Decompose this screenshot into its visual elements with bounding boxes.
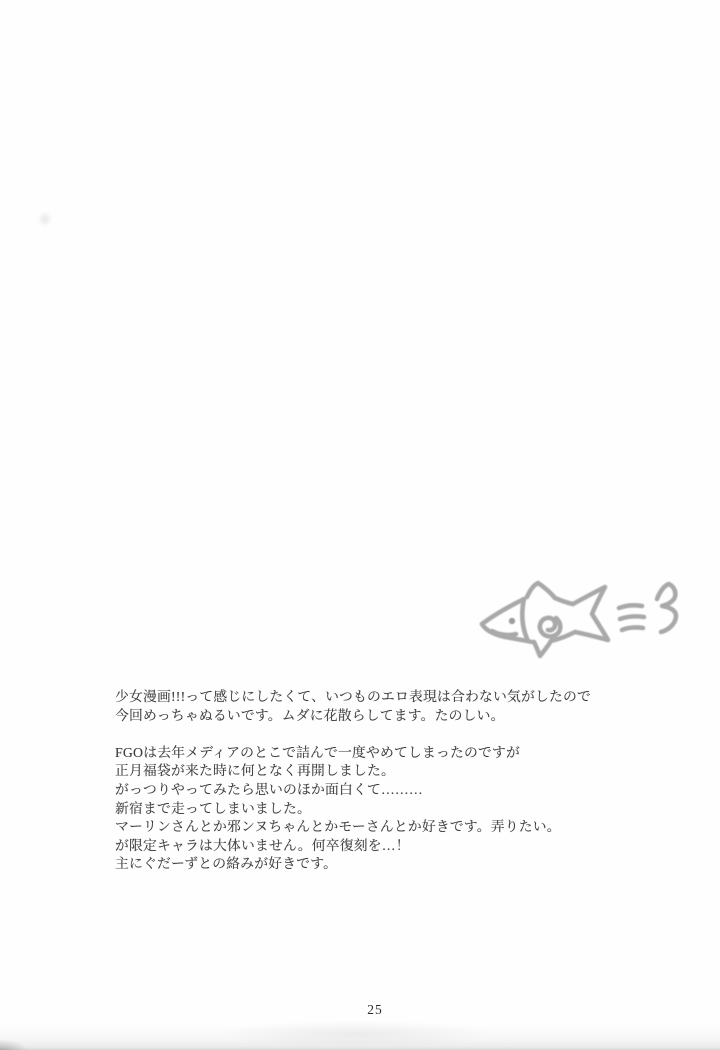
afterword-paragraph-1 xyxy=(115,688,645,725)
fish-head-top xyxy=(482,599,524,624)
afterword-line: が限定キャラは大体いません。何卒復刻を…！ xyxy=(115,837,410,853)
fish-doodle xyxy=(472,552,702,677)
fish-mouth xyxy=(492,631,516,635)
afterword-line: 正月福袋が来た時に何となく再開しました。 xyxy=(115,763,395,779)
afterword-line: 少女漫画!!!って感じにしたくて、いつものエロ表現は合わない気がしたので xyxy=(115,689,592,704)
afterword-line: 新宿まで走ってしまいました。 xyxy=(115,800,311,816)
afterword-line: がっつりやってみたら思いのほか面白くて……… xyxy=(115,781,423,797)
fish-doodle-icon xyxy=(472,552,702,677)
fish-dorsal-fin xyxy=(527,583,555,598)
afterword-line: マーリンさんとか邪ンヌちゃんとかモーさんとか好きです。弄りたい。 xyxy=(115,819,561,835)
scan-smudge xyxy=(38,211,52,227)
afterword-line: FGOは去年メディアのとこで詰んで一度やめてしまったのですが xyxy=(115,744,521,760)
fish-belly-front xyxy=(528,641,534,642)
afterword-line: 主にぐだーずとの絡みが好きです。 xyxy=(115,856,338,872)
afterword-text xyxy=(115,688,645,874)
fish-pectoral-swirl xyxy=(540,618,560,637)
motion-puff-mark xyxy=(619,584,676,632)
fish-back xyxy=(555,598,573,604)
scan-shadow-bottom xyxy=(0,1024,720,1050)
afterword-line: 今回めっちゃぬるいです。ムダに花散らしてます。たのしい。 xyxy=(115,707,505,723)
fish-tail xyxy=(573,587,608,640)
fish-pelvic-fin xyxy=(534,641,551,656)
scan-shadow-corner xyxy=(0,1040,26,1050)
fish-eye-icon xyxy=(509,618,515,624)
afterword-paragraph-2 xyxy=(115,744,645,874)
page-number: 25 xyxy=(367,1002,383,1017)
fish-gill-line xyxy=(522,599,528,641)
